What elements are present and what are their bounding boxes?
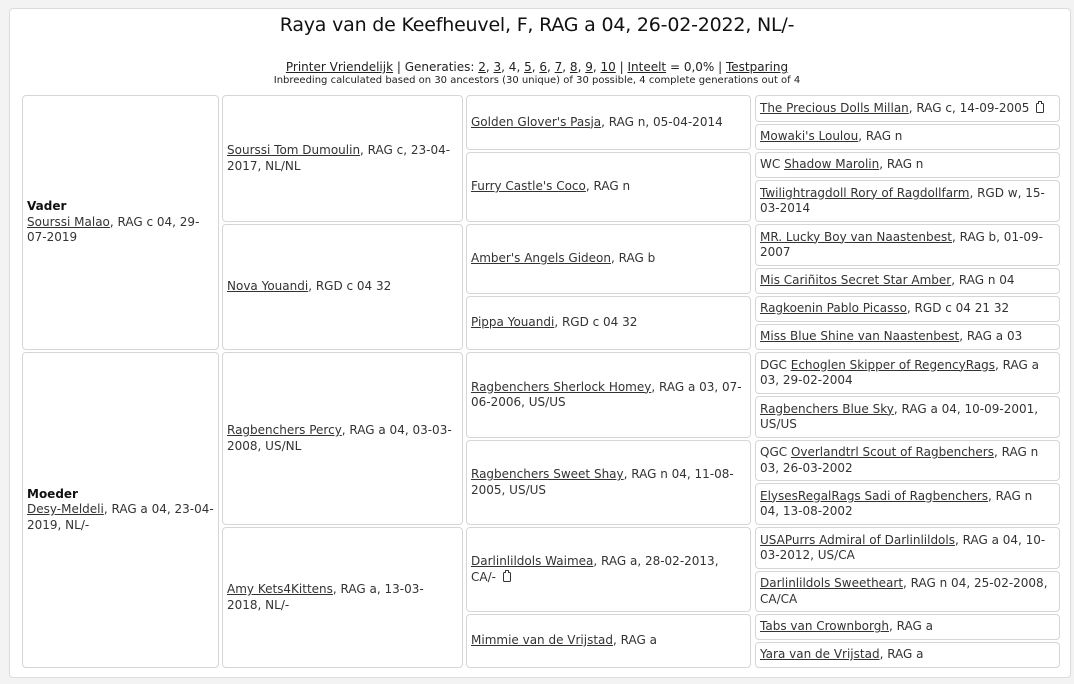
- gen4-ancestor-info: , RAG n 03, 26-03-2002: [760, 445, 1039, 475]
- gen4-ancestor-name-link[interactable]: Tabs van Crownborgh: [760, 619, 889, 634]
- gen4-ancestor-name-link[interactable]: Yara van de Vrijstad: [760, 647, 880, 662]
- gen4-ancestor-title: QGC: [760, 445, 791, 459]
- gen4-ancestor-info: , RAG n: [879, 157, 924, 172]
- gen4-ancestor-info: , RAG a 04, 10-09-2001, US/US: [760, 401, 1039, 431]
- great-grandparent-info: , RAG a 03, 07-06-2006, US/US: [471, 379, 742, 409]
- great-grandparent-cell: [466, 614, 751, 668]
- gen4-ancestor-cell: [755, 124, 1060, 150]
- great-grandparent-info: , RAG n, 05-04-2014: [601, 114, 723, 129]
- gen4-ancestor-cell: [755, 180, 1060, 222]
- grandparent-info: , RAG a, 13-03-2018, NL/-: [227, 582, 424, 612]
- inbreeding-note: Inbreeding calculated based on 30 ancestors (30 unique) of 30 possible, 4 complete generations out of 4: [273, 75, 801, 86]
- page-title: Raya van de Keefheuvel, F, RAG a 04, 26-02-2022, NL/-: [279, 14, 795, 36]
- dam-info: , RAG a 04, 23-04-2019, NL/-: [27, 502, 214, 532]
- clipboard-icon[interactable]: [503, 572, 511, 582]
- gen4-ancestor-title: WC: [760, 157, 785, 172]
- great-grandparent-info: , RGD c 04 32: [554, 315, 638, 330]
- grandparent-cell: [222, 95, 463, 222]
- gen4-ancestor-cell: [755, 152, 1060, 178]
- gen4-ancestor-cell: [755, 324, 1060, 350]
- gen4-ancestor-name-link[interactable]: Echoglen Skipper of RegencyRags: [790, 357, 996, 372]
- gen4-ancestor-name-link[interactable]: Shadow Marolin: [784, 157, 880, 172]
- toolbar-links: Printer Vriendelijk | Generaties: 2, 3, 4, 5, 6, 7, 8, 9, 10 | Inteelt = 0,0% | Testparing: [285, 60, 789, 74]
- gen4-ancestor-name-link[interactable]: MR. Lucky Boy van Naastenbest: [760, 229, 952, 244]
- generation-10-link[interactable]: 10: [600, 60, 616, 74]
- great-grandparent-info: , RAG n: [585, 179, 631, 194]
- generation-9-link[interactable]: 9: [585, 60, 593, 74]
- great-grandparent-cell: [466, 527, 751, 612]
- gen4-ancestor-cell: [755, 296, 1060, 322]
- great-grandparent-info: , RAG b: [611, 251, 656, 266]
- great-grandparent-name-link[interactable]: Pippa Youandi: [471, 315, 555, 330]
- gen4-ancestor-info: , RGD c 04 21 32: [906, 301, 1010, 316]
- sire-label: Vader: [27, 199, 67, 214]
- gen4-ancestor-info: , RAG a: [888, 619, 933, 634]
- sire-info: , RAG c 04, 29-07-2019: [27, 214, 200, 245]
- sire-name-link[interactable]: Sourssi Malao: [27, 214, 110, 229]
- generation-8-link[interactable]: 8: [569, 60, 578, 74]
- gen4-ancestor-name-link[interactable]: Twilightragdoll Rory of Ragdollfarm: [760, 185, 970, 200]
- gen4-ancestor-info: , RAG n 04: [951, 273, 1015, 288]
- gen4-ancestor-cell: [755, 571, 1060, 612]
- grandparent-name-link[interactable]: Sourssi Tom Dumoulin: [227, 143, 361, 157]
- generation-3-link[interactable]: 3: [493, 60, 502, 74]
- gen4-ancestor-info: , RAG n 04, 13-08-2002: [760, 488, 1033, 518]
- gen4-ancestor-info: , RAG a 03, 29-02-2004: [760, 357, 1039, 387]
- inbreeding-link[interactable]: Inteelt: [627, 60, 667, 74]
- great-grandparent-name-link[interactable]: Ragbenchers Sherlock Homey: [471, 379, 652, 394]
- gen4-ancestor-info: , RAG a 03: [959, 329, 1023, 344]
- gen4-ancestor-cell: [755, 527, 1060, 569]
- gen4-ancestor-name-link[interactable]: ElysesRegalRags Sadi of Ragbenchers: [760, 488, 989, 503]
- gen4-ancestor-cell: [755, 440, 1060, 481]
- great-grandparent-cell: [466, 352, 751, 438]
- generation-7-link[interactable]: 7: [554, 60, 563, 74]
- great-grandparent-cell: [466, 152, 751, 222]
- gen4-ancestor-name-link[interactable]: Mis Cariñitos Secret Star Amber: [760, 273, 952, 288]
- gen4-ancestor-name-link[interactable]: USAPurrs Admiral of Darlinlildols: [760, 532, 955, 547]
- separator: |: [619, 60, 624, 74]
- generations-label: | Generaties:: [396, 60, 475, 74]
- grandparent-name-link[interactable]: Amy Kets4Kittens: [227, 582, 333, 596]
- gen4-ancestor-name-link[interactable]: Overlandtrl Scout of Ragbenchers: [790, 445, 994, 459]
- dam-cell: [22, 352, 219, 668]
- great-grandparent-cell: [466, 95, 751, 150]
- gen4-ancestor-info: , RAG a 04, 10-03-2012, US/CA: [760, 532, 1046, 562]
- grandparent-cell: [222, 527, 463, 668]
- grandparent-cell: [222, 224, 463, 350]
- great-grandparent-name-link[interactable]: Darlinlildols Waimea: [471, 554, 594, 568]
- gen4-ancestor-cell: [755, 642, 1060, 668]
- gen4-ancestor-info: , RGD w, 15-03-2014: [760, 185, 1045, 215]
- great-grandparent-cell: [466, 296, 751, 350]
- gen4-ancestor-name-link[interactable]: Miss Blue Shine van Naastenbest: [760, 329, 960, 344]
- gen4-ancestor-info: , RAG n 04, 25-02-2008, CA/CA: [760, 576, 1048, 606]
- great-grandparent-name-link[interactable]: Amber's Angels Gideon: [471, 251, 611, 266]
- great-grandparent-info: , RAG a, 28-02-2013, CA/-: [471, 554, 719, 584]
- grandparent-name-link[interactable]: Ragbenchers Percy: [227, 423, 342, 437]
- sire-cell: [22, 95, 219, 350]
- great-grandparent-info: , RAG n 04, 11-08-2005, US/US: [471, 467, 734, 497]
- grandparent-info: , RAG c, 23-04-2017, NL/NL: [227, 143, 451, 173]
- gen4-ancestor-title: DGC: [760, 357, 791, 372]
- gen4-ancestor-name-link[interactable]: Ragbenchers Blue Sky: [760, 401, 894, 416]
- generation-5-link[interactable]: 5: [524, 60, 532, 74]
- generation-4-current: 4: [508, 60, 517, 74]
- great-grandparent-name-link[interactable]: Ragbenchers Sweet Shay: [471, 467, 624, 481]
- generation-6-link[interactable]: 6: [539, 60, 547, 74]
- inbreeding-value: = 0,0% |: [669, 60, 723, 74]
- great-grandparent-name-link[interactable]: Golden Glover's Pasja: [471, 114, 602, 129]
- grandparent-info: , RAG a 04, 03-03-2008, US/NL: [227, 423, 452, 453]
- gen4-ancestor-info: , RAG c, 14-09-2005: [908, 100, 1030, 115]
- gen4-ancestor-info: , RAG a: [879, 647, 924, 662]
- clipboard-icon[interactable]: [1036, 103, 1044, 113]
- gen4-ancestor-cell: [755, 614, 1060, 640]
- grandparent-cell: [222, 352, 463, 525]
- test-mating-link[interactable]: Testparing: [726, 60, 789, 74]
- gen4-ancestor-cell: [755, 268, 1060, 294]
- gen4-ancestor-name-link[interactable]: The Precious Dolls Millan: [760, 100, 909, 115]
- gen4-ancestor-name-link[interactable]: Ragkoenin Pablo Picasso: [760, 301, 907, 316]
- gen4-ancestor-cell: [755, 95, 1060, 122]
- gen4-ancestor-name-link[interactable]: Mowaki's Loulou: [760, 129, 859, 144]
- grandparent-info: , RGD c 04 32: [308, 279, 392, 294]
- gen4-ancestor-info: , RAG n: [858, 129, 903, 144]
- dam-name-link[interactable]: Desy-Meldeli: [27, 502, 104, 517]
- gen4-ancestor-cell: [755, 352, 1060, 394]
- great-grandparent-name-link[interactable]: Mimmie van de Vrijstad: [471, 633, 614, 648]
- gen4-ancestor-cell: [755, 483, 1060, 525]
- gen4-ancestor-cell: [755, 224, 1060, 266]
- great-grandparent-cell: [466, 440, 751, 525]
- great-grandparent-name-link[interactable]: Furry Castle's Coco: [471, 179, 586, 194]
- printer-friendly-link[interactable]: Printer Vriendelijk: [285, 60, 394, 74]
- gen4-ancestor-cell: [755, 396, 1060, 438]
- great-grandparent-cell: [466, 224, 751, 294]
- generation-2-link[interactable]: 2: [478, 60, 486, 74]
- gen4-ancestor-info: , RAG b, 01-09-2007: [760, 229, 1044, 259]
- dam-label: Moeder: [27, 486, 78, 501]
- gen4-ancestor-name-link[interactable]: Darlinlildols Sweetheart: [760, 576, 904, 590]
- grandparent-name-link[interactable]: Nova Youandi: [227, 279, 309, 294]
- great-grandparent-info: , RAG a: [613, 633, 657, 648]
